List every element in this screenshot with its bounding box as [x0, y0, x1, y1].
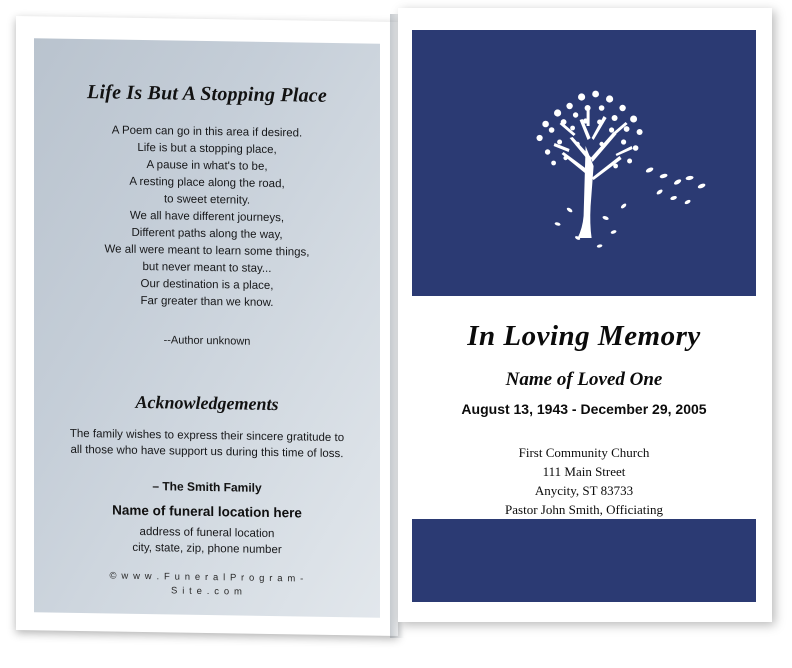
address-line: address of funeral location	[139, 525, 275, 541]
poem-line: Different paths along the way,	[131, 226, 283, 242]
poem-line: A pause in what's to be,	[146, 159, 268, 173]
poem-title: Life Is But A Stopping Place	[87, 81, 327, 107]
service-line: 111 Main Street	[542, 464, 626, 479]
service-line: Pastor John Smith, Officiating	[505, 502, 663, 517]
service-details	[412, 443, 756, 519]
poem-line: We all were meant to learn some things,	[104, 243, 310, 259]
service-line: Anycity, ST 83733	[534, 483, 634, 498]
credit-line: S i t e . c o m	[171, 585, 243, 598]
deceased-name: Name of Loved One	[505, 369, 663, 390]
poem-line: A resting place along the road,	[129, 175, 285, 191]
poem-line: A Poem can go in this area if desired.	[111, 124, 303, 140]
acknowledgements-title: Acknowledgements	[135, 391, 279, 415]
cover-footer-band	[412, 519, 756, 602]
address-line: city, state, zip, phone number	[132, 541, 282, 557]
service-line: First Community Church	[518, 445, 650, 460]
left-page-content	[34, 38, 380, 617]
life-dates: August 13, 1943 - December 29, 2005	[461, 401, 707, 417]
poem-line: but never meant to stay...	[142, 260, 272, 276]
cover-content	[412, 30, 756, 602]
tree-icon	[474, 66, 714, 276]
acknowledgements-body: The family wishes to express their sincere gratitude to all those who have support us during this time of loss.	[69, 427, 345, 461]
poem-line: Life is but a stopping place,	[137, 141, 277, 157]
poem-body	[60, 122, 354, 314]
poem-attribution: --Author unknown	[163, 334, 251, 348]
funeral-location-address	[34, 522, 380, 559]
poem-line: We all have different journeys,	[129, 209, 285, 225]
funeral-location-name: Name of funeral location here	[112, 502, 302, 521]
poem-line: to sweet eternity.	[163, 193, 251, 207]
right-page	[398, 8, 772, 622]
credit-line: © w w w . F u n e r a l P r o g r a m -	[109, 570, 305, 585]
acknowledgements-signature: – The Smith Family	[152, 479, 262, 495]
poem-line: Far greater than we know.	[140, 294, 274, 310]
cover-artwork-band	[412, 30, 756, 296]
funeral-program-booklet	[16, 8, 772, 648]
cover-text-band	[412, 296, 756, 519]
site-credit	[34, 568, 380, 601]
poem-line: Our destination is a place,	[140, 277, 274, 293]
left-page	[16, 16, 398, 636]
cover-title: In Loving Memory	[467, 320, 701, 352]
